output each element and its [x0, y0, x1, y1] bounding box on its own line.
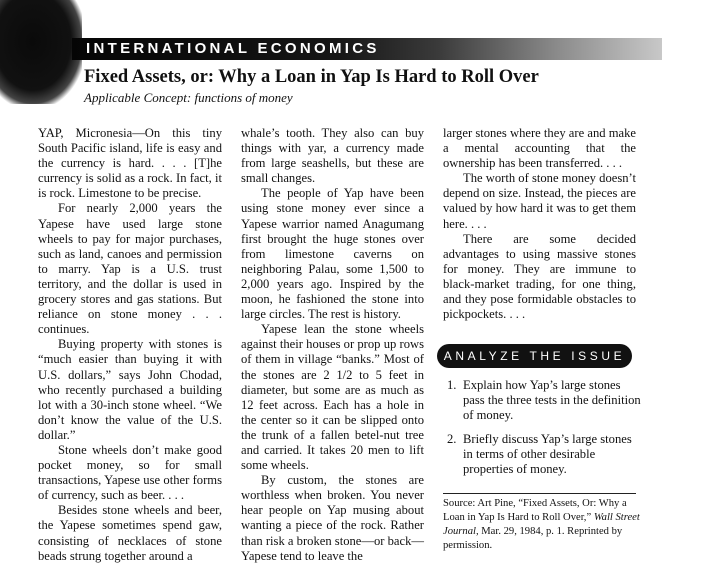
question-text: Briefly discuss Yap’s large stones in terms of other desirable properties of money. [463, 432, 632, 477]
paragraph: Yapese lean the stone wheels against their houses or prop up rows of them in village “banks.” Most of the stones are 2 1/2 to 5 feet in diameter, but some are as much as 12 feet across. Each has a hole in the center so it can be slipped onto the trunk of a fallen betel-nut tree and carried. It takes 20 men to lift some wheels. [241, 322, 424, 473]
paragraph: Stone wheels don’t make good pocket money, so for small transactions, Yapese use other forms of currency, such as beer. . . . [38, 442, 222, 503]
article-subtitle: Applicable Concept: functions of money [84, 90, 293, 105]
paragraph: Besides stone wheels and beer, the Yapese sometimes spend gaw, consisting of necklaces of stone beads strung together around a [38, 503, 222, 563]
paragraph: There are some decided advantages to using massive stones for money. They are immune to black-market trading, for one thing, and they pose formidable obstacles to pickpockets. . . . [443, 231, 636, 322]
paragraph: The people of Yap have been using stone money ever since a Yapese warrior named Anagumang first brought the huge stones over from limestone caverns on neighboring Palau, some 1,500 to 2,000 years ago. Inspired by the moon, he fashioned the stone into large circles. The rest is history. [241, 186, 424, 322]
article-column-1 [38, 126, 222, 564]
scan-corner-mark [0, 0, 82, 104]
paragraph: larger stones where they are and make a mental accounting that the ownership has been transferred. . . . [443, 126, 636, 171]
article-title: Fixed Assets, or: Why a Loan in Yap Is Hard to Roll Over [84, 67, 539, 87]
source-divider [443, 493, 636, 494]
question-number: 2. [447, 432, 457, 447]
question-number: 1. [447, 378, 457, 392]
list-item [447, 378, 643, 423]
paragraph: By custom, the stones are worthless when broken. You never hear people on Yap musing about wanting a piece of the rock. Rather than risk a broken stone—or back—Yapese tend to leave the [241, 473, 424, 563]
question-text: Explain how Yap’s large stones pass the three tests in the definition of money. [463, 378, 641, 423]
source-journal: Wall Street Journal, [443, 512, 640, 537]
paragraph: The worth of stone money doesn’t depend on size. Instead, the pieces are valued by how hard it was to get them here. . . . [443, 171, 636, 231]
question-list [447, 378, 643, 487]
source-suffix: Mar. 29, 1984, p. 1. Reprinted by permission. [443, 526, 623, 551]
article-column-3 [443, 126, 636, 322]
source-citation [443, 497, 648, 553]
paragraph: For nearly 2,000 years the Yapese have used large stone wheels to pay for major purchases, such as land, canoes and permission to marry. Yap is a U.S. trust territory, and the dollar is used in grocery stores and gas stations. But reliance on stone money . . . continues. [38, 201, 222, 337]
paragraph: Buying property with stones is “much easier than buying it with U.S. dollars,” says John Chodad, who recently purchased a building lot with a 30-inch stone wheel. “We don’t know the value of the U.S. dollar.” [38, 337, 222, 442]
article-column-2 [241, 126, 424, 564]
paragraph: YAP, Micronesia—On this tiny South Pacific island, life is easy and the currency is hard. . . . [T]he currency is solid as a rock. In fact, it is rock. Limestone to be precise. [38, 126, 222, 201]
section-banner-label: INTERNATIONAL ECONOMICS [86, 40, 380, 57]
paragraph: whale’s tooth. They also can buy things with yar, a currency made from large seashells, but these are small changes. [241, 126, 424, 186]
source-prefix: Source: Art Pine, “Fixed Assets, Or: Why a Loan in Yap Is Hard to Roll Over,” [443, 498, 627, 523]
analyze-issue-badge: ANALYZE THE ISSUE [437, 344, 632, 368]
list-item [447, 432, 643, 477]
section-banner [72, 38, 662, 60]
